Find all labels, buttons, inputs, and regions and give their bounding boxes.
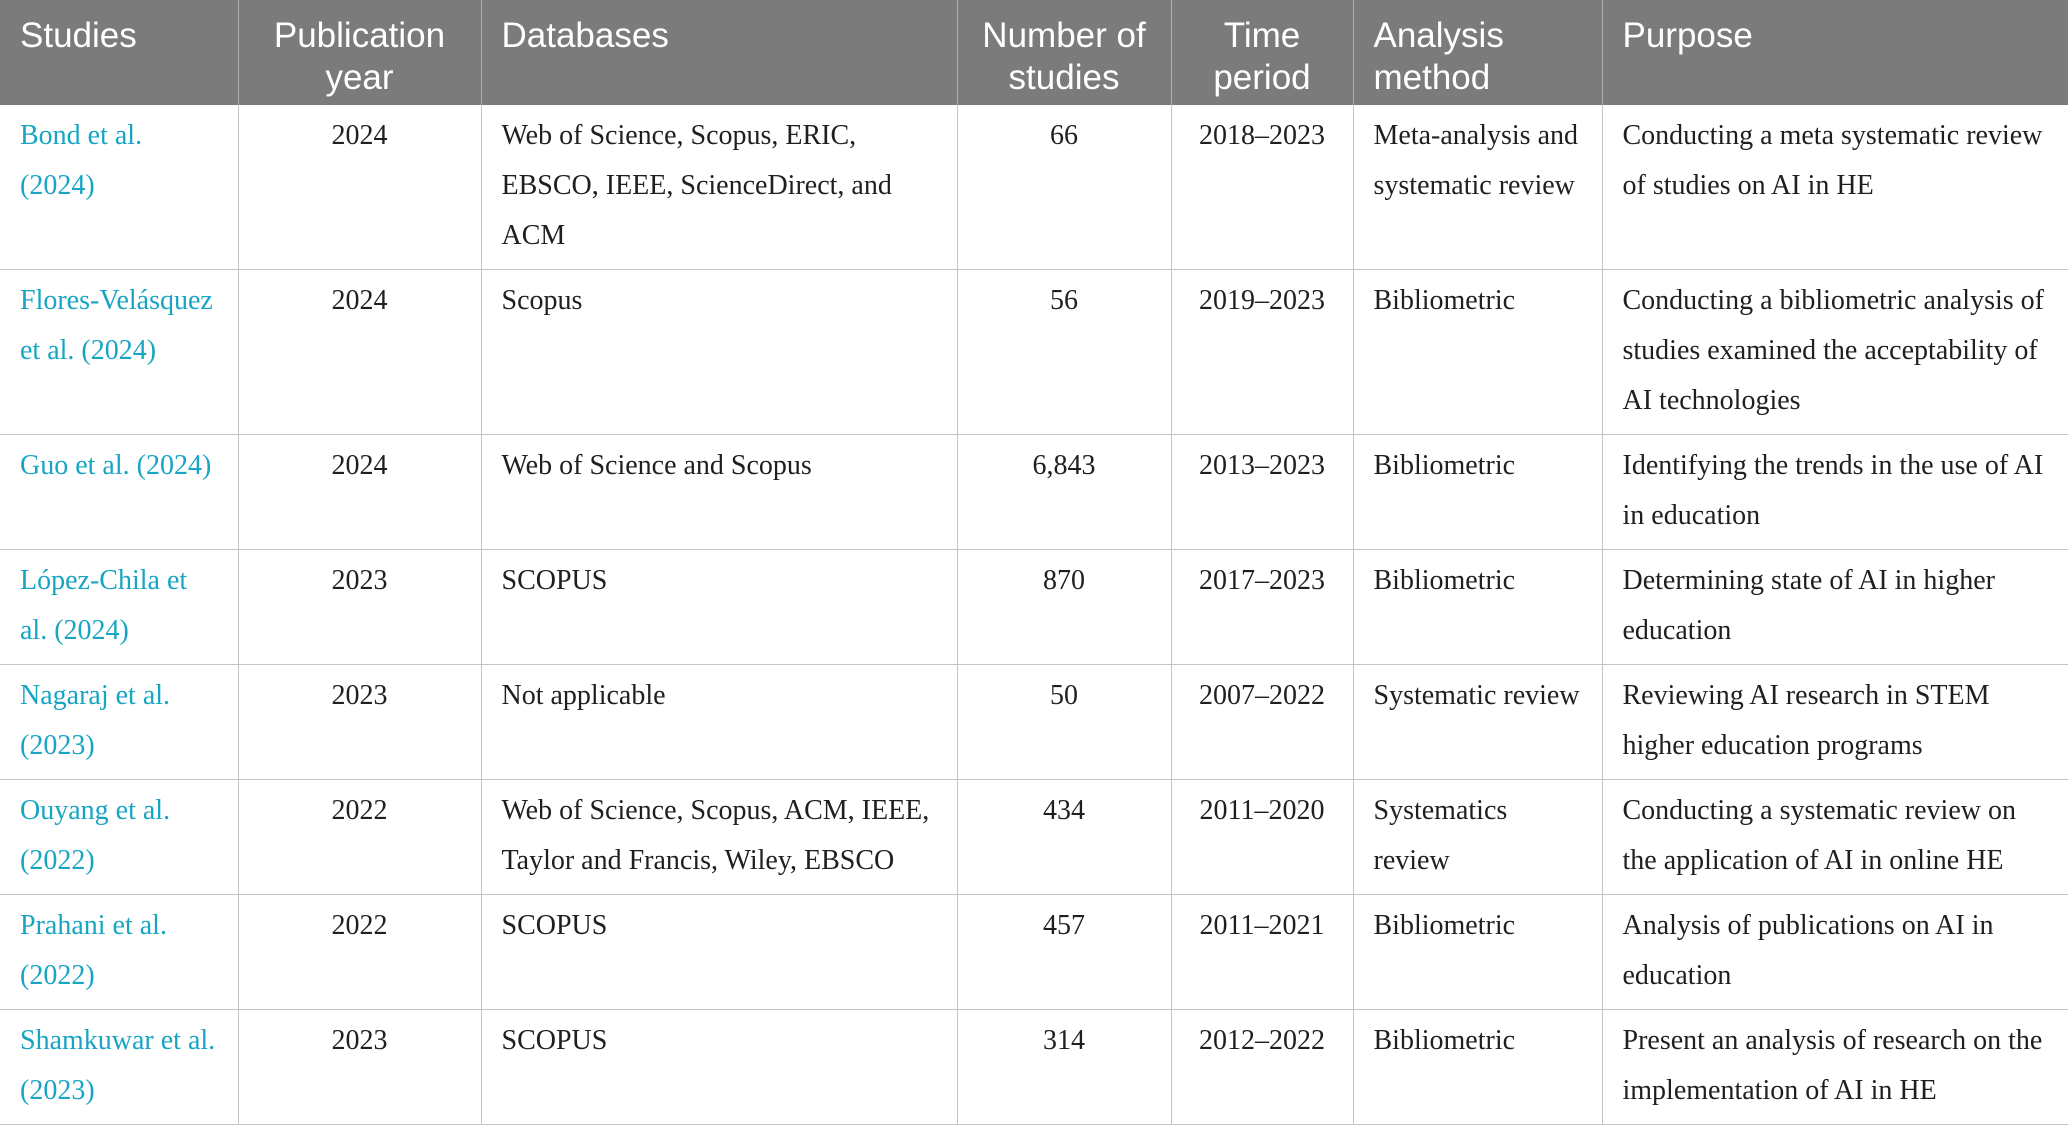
study-link[interactable]: Guo et al. (2024) (20, 450, 212, 481)
time-period-cell: 2013–2023 (1171, 435, 1353, 550)
purpose-cell: Conducting a meta systematic review of studies on AI in HE (1602, 105, 2068, 270)
analysis-method-cell: Systematic review (1353, 665, 1602, 780)
databases-cell: Scopus (481, 270, 957, 435)
number-of-studies-cell: 66 (957, 105, 1171, 270)
databases-cell: Web of Science, Scopus, ERIC, EBSCO, IEEE, ScienceDirect, and ACM (481, 105, 957, 270)
analysis-method-cell: Bibliometric (1353, 435, 1602, 550)
study-link[interactable]: Shamkuwar et al. (2023) (20, 1025, 216, 1106)
publication-year-cell: 2022 (238, 895, 481, 1010)
purpose-cell: Determining state of AI in higher education (1602, 550, 2068, 665)
databases-cell: Web of Science and Scopus (481, 435, 957, 550)
number-of-studies-cell: 6,843 (957, 435, 1171, 550)
publication-year-cell: 2023 (238, 665, 481, 780)
table-row (0, 895, 2068, 1010)
purpose-cell: Conducting a systematic review on the application of AI in online HE (1602, 780, 2068, 895)
table-row (0, 105, 2068, 270)
analysis-method-cell: Meta-analysis and systematic review (1353, 105, 1602, 270)
study-link[interactable]: Flores-Velásquez et al. (2024) (20, 285, 213, 366)
number-of-studies-cell: 314 (957, 1010, 1171, 1125)
table-row (0, 550, 2068, 665)
study-cell (0, 270, 238, 435)
study-cell (0, 665, 238, 780)
purpose-cell: Reviewing AI research in STEM higher education programs (1602, 665, 2068, 780)
study-cell (0, 1010, 238, 1125)
analysis-method-cell: Bibliometric (1353, 1010, 1602, 1125)
purpose-cell: Conducting a bibliometric analysis of studies examined the acceptability of AI technologies (1602, 270, 2068, 435)
publication-year-cell: 2024 (238, 435, 481, 550)
table-row (0, 1010, 2068, 1125)
study-link[interactable]: Nagaraj et al. (2023) (20, 680, 171, 761)
publication-year-cell: 2024 (238, 105, 481, 270)
time-period-cell: 2017–2023 (1171, 550, 1353, 665)
analysis-method-cell: Bibliometric (1353, 895, 1602, 1010)
header-publication-year: Publication year (238, 0, 481, 105)
time-period-cell: 2007–2022 (1171, 665, 1353, 780)
study-link[interactable]: Ouyang et al. (2022) (20, 795, 171, 876)
publication-year-cell: 2023 (238, 550, 481, 665)
number-of-studies-cell: 434 (957, 780, 1171, 895)
databases-cell: Not applicable (481, 665, 957, 780)
time-period-cell: 2019–2023 (1171, 270, 1353, 435)
header-purpose: Purpose (1602, 0, 2068, 105)
study-link[interactable]: Prahani et al. (2022) (20, 910, 167, 991)
analysis-method-cell: Systematics review (1353, 780, 1602, 895)
publication-year-cell: 2024 (238, 270, 481, 435)
header-row (0, 0, 2068, 105)
study-cell (0, 550, 238, 665)
number-of-studies-cell: 56 (957, 270, 1171, 435)
header-databases: Databases (481, 0, 957, 105)
purpose-cell: Present an analysis of research on the implementation of AI in HE (1602, 1010, 2068, 1125)
study-cell (0, 435, 238, 550)
analysis-method-cell: Bibliometric (1353, 550, 1602, 665)
publication-year-cell: 2023 (238, 1010, 481, 1125)
study-cell (0, 895, 238, 1010)
analysis-method-cell: Bibliometric (1353, 270, 1602, 435)
table-row (0, 780, 2068, 895)
time-period-cell: 2018–2023 (1171, 105, 1353, 270)
table-row (0, 665, 2068, 780)
table-row (0, 435, 2068, 550)
publication-year-cell: 2022 (238, 780, 481, 895)
header-number-of-studies: Number of studies (957, 0, 1171, 105)
study-cell (0, 780, 238, 895)
time-period-cell: 2012–2022 (1171, 1010, 1353, 1125)
purpose-cell: Analysis of publications on AI in education (1602, 895, 2068, 1010)
study-link[interactable]: López-Chila et al. (2024) (20, 565, 188, 646)
header-studies: Studies (0, 0, 238, 105)
number-of-studies-cell: 457 (957, 895, 1171, 1010)
purpose-cell: Identifying the trends in the use of AI in education (1602, 435, 2068, 550)
time-period-cell: 2011–2021 (1171, 895, 1353, 1010)
number-of-studies-cell: 870 (957, 550, 1171, 665)
header-analysis-method: Analysis method (1353, 0, 1602, 105)
databases-cell: SCOPUS (481, 895, 957, 1010)
databases-cell: SCOPUS (481, 1010, 957, 1125)
databases-cell: SCOPUS (481, 550, 957, 665)
header-time-period: Time period (1171, 0, 1353, 105)
time-period-cell: 2011–2020 (1171, 780, 1353, 895)
number-of-studies-cell: 50 (957, 665, 1171, 780)
study-cell (0, 105, 238, 270)
study-link[interactable]: Bond et al. (2024) (20, 120, 143, 201)
table-row (0, 270, 2068, 435)
databases-cell: Web of Science, Scopus, ACM, IEEE, Taylor and Francis, Wiley, EBSCO (481, 780, 957, 895)
